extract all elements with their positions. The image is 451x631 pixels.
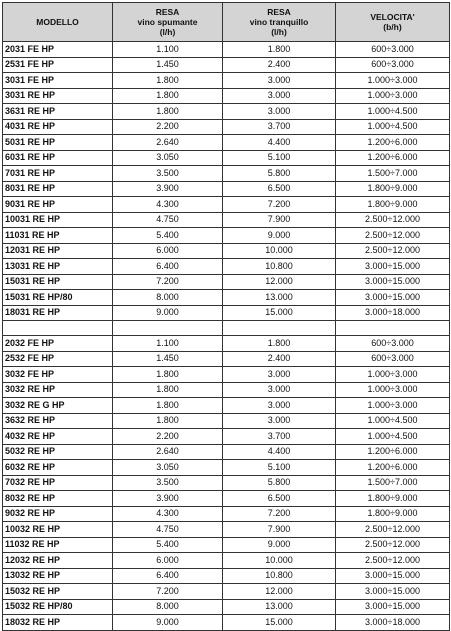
table-row [3,367,450,383]
resa-spumante-cell: 4.750 [113,522,223,538]
resa-tranquillo-cell: 5.100 [223,460,336,476]
resa-spumante-cell: 2.640 [113,135,223,151]
resa-tranquillo-cell: 7.900 [223,522,336,538]
model-cell: 15031 RE HP [3,274,113,290]
resa-spumante-cell: 1.800 [113,73,223,89]
resa-tranquillo-cell: 10.000 [223,553,336,569]
model-cell: 8031 RE HP [3,181,113,197]
resa-spumante-cell: 6.400 [113,259,223,275]
velocita-cell: 1.800÷9.000 [336,181,450,197]
velocita-cell: 1.800÷9.000 [336,491,450,507]
header-resa-spumante [113,3,223,42]
velocita-cell: 1.000÷3.000 [336,398,450,414]
header-velocita-unit: (b/h) [383,22,402,32]
resa-tranquillo-cell: 10.800 [223,259,336,275]
resa-tranquillo-cell: 3.000 [223,88,336,104]
resa-spumante-cell: 3.500 [113,475,223,491]
model-cell: 6032 RE HP [3,460,113,476]
header-row [3,3,450,42]
model-cell: 15031 RE HP/80 [3,290,113,306]
model-cell: 7031 RE HP [3,166,113,182]
resa-spumante-cell: 6.000 [113,243,223,259]
resa-spumante-cell: 3.050 [113,150,223,166]
model-cell: 2031 FE HP [3,42,113,58]
velocita-cell: 1.200÷6.000 [336,135,450,151]
table-row [3,290,450,306]
table-row [3,57,450,73]
velocita-cell: 600÷3.000 [336,57,450,73]
table-row [3,135,450,151]
resa-tranquillo-cell: 1.800 [223,42,336,58]
resa-tranquillo-cell: 9.000 [223,228,336,244]
velocita-cell: 2.500÷12.000 [336,537,450,553]
velocita-cell: 2.500÷12.000 [336,228,450,244]
model-cell: 3032 RE HP [3,382,113,398]
velocita-cell: 3.000÷15.000 [336,599,450,615]
resa-tranquillo-cell: 10.000 [223,243,336,259]
resa-tranquillo-cell: 5.800 [223,166,336,182]
model-cell: 2532 FE HP [3,351,113,367]
table-row [3,584,450,600]
velocita-cell: 1.800÷9.000 [336,506,450,522]
model-cell: 15032 RE HP [3,584,113,600]
table-row [3,475,450,491]
table-row [3,398,450,414]
model-cell: 3032 FE HP [3,367,113,383]
table-row [3,104,450,120]
header-model-label: MODELLO [36,17,79,27]
table-row [3,73,450,89]
header-resa-tranquillo-unit: (l/h) [271,27,287,37]
table-row [3,181,450,197]
header-resa-spumante-line2: vino spumante [137,17,198,27]
resa-spumante-cell: 1.800 [113,367,223,383]
model-cell: 4031 RE HP [3,119,113,135]
resa-tranquillo-cell: 3.700 [223,119,336,135]
table-row [3,537,450,553]
resa-spumante-cell: 7.200 [113,584,223,600]
velocita-cell: 2.500÷12.000 [336,553,450,569]
resa-tranquillo-cell: 13.000 [223,599,336,615]
table-row [3,491,450,507]
header-resa-spumante-unit: (l/h) [159,27,176,37]
separator-cell [3,321,113,336]
table-row [3,599,450,615]
velocita-cell: 2.500÷12.000 [336,522,450,538]
model-cell: 6031 RE HP [3,150,113,166]
separator-cell [113,321,223,336]
resa-spumante-cell: 3.500 [113,166,223,182]
resa-spumante-cell: 4.750 [113,212,223,228]
group-separator-row [3,321,450,336]
table-row [3,212,450,228]
model-cell: 10031 RE HP [3,212,113,228]
velocita-cell: 1.000÷3.000 [336,73,450,89]
velocita-cell: 1.500÷7.000 [336,166,450,182]
header-velocita [336,3,450,42]
resa-tranquillo-cell: 6.500 [223,181,336,197]
table-body [3,42,450,631]
separator-cell [336,321,450,336]
model-cell: 13032 RE HP [3,568,113,584]
table-row [3,42,450,58]
resa-tranquillo-cell: 13.000 [223,290,336,306]
velocita-cell: 1.000÷3.000 [336,367,450,383]
resa-tranquillo-cell: 1.800 [223,336,336,352]
resa-tranquillo-cell: 9.000 [223,537,336,553]
table-row [3,413,450,429]
model-cell: 3031 FE HP [3,73,113,89]
resa-tranquillo-cell: 6.500 [223,491,336,507]
velocita-cell: 3.000÷18.000 [336,305,450,321]
velocita-cell: 600÷3.000 [336,351,450,367]
velocita-cell: 1.500÷7.000 [336,475,450,491]
model-cell: 9032 RE HP [3,506,113,522]
table-row [3,197,450,213]
resa-tranquillo-cell: 7.200 [223,506,336,522]
model-cell: 9031 RE HP [3,197,113,213]
model-cell: 3631 RE HP [3,104,113,120]
resa-spumante-cell: 1.800 [113,104,223,120]
resa-spumante-cell: 1.450 [113,351,223,367]
velocita-cell: 3.000÷15.000 [336,584,450,600]
table-row [3,382,450,398]
resa-tranquillo-cell: 15.000 [223,615,336,631]
header-model [3,3,113,42]
resa-tranquillo-cell: 5.800 [223,475,336,491]
table-row [3,166,450,182]
resa-tranquillo-cell: 12.000 [223,274,336,290]
resa-spumante-cell: 5.400 [113,537,223,553]
velocita-cell: 3.000÷15.000 [336,568,450,584]
resa-tranquillo-cell: 3.000 [223,398,336,414]
velocita-cell: 1.800÷9.000 [336,197,450,213]
velocita-cell: 2.500÷12.000 [336,243,450,259]
resa-tranquillo-cell: 10.800 [223,568,336,584]
model-cell: 10032 RE HP [3,522,113,538]
table-row [3,150,450,166]
header-velocita-line1: VELOCITA' [370,12,415,22]
model-cell: 18031 RE HP [3,305,113,321]
velocita-cell: 1.000÷4.500 [336,119,450,135]
resa-tranquillo-cell: 2.400 [223,351,336,367]
resa-spumante-cell: 1.800 [113,413,223,429]
table-row [3,274,450,290]
model-cell: 7032 RE HP [3,475,113,491]
resa-spumante-cell: 7.200 [113,274,223,290]
table-row [3,119,450,135]
resa-spumante-cell: 4.300 [113,506,223,522]
resa-tranquillo-cell: 7.900 [223,212,336,228]
velocita-cell: 600÷3.000 [336,42,450,58]
table-row [3,351,450,367]
resa-tranquillo-cell: 15.000 [223,305,336,321]
model-cell: 5031 RE HP [3,135,113,151]
velocita-cell: 3.000÷15.000 [336,290,450,306]
velocita-cell: 600÷3.000 [336,336,450,352]
resa-spumante-cell: 6.400 [113,568,223,584]
velocita-cell: 2.500÷12.000 [336,212,450,228]
velocita-cell: 1.000÷3.000 [336,382,450,398]
header-resa-spumante-line1: RESA [155,7,180,17]
resa-tranquillo-cell: 3.000 [223,104,336,120]
resa-spumante-cell: 4.300 [113,197,223,213]
resa-spumante-cell: 1.800 [113,382,223,398]
model-cell: 11032 RE HP [3,537,113,553]
table-row [3,243,450,259]
table-row [3,305,450,321]
velocita-cell: 1.200÷6.000 [336,150,450,166]
resa-spumante-cell: 1.100 [113,42,223,58]
resa-tranquillo-cell: 3.000 [223,73,336,89]
model-cell: 5032 RE HP [3,444,113,460]
header-resa-tranquillo-line1: RESA [267,7,291,17]
velocita-cell: 1.200÷6.000 [336,460,450,476]
model-cell: 15032 RE HP/80 [3,599,113,615]
resa-tranquillo-cell: 3.000 [223,413,336,429]
resa-tranquillo-cell: 7.200 [223,197,336,213]
resa-tranquillo-cell: 3.000 [223,382,336,398]
model-cell: 2531 FE HP [3,57,113,73]
table-row [3,259,450,275]
table-row [3,615,450,631]
table-row [3,522,450,538]
resa-tranquillo-cell: 5.100 [223,150,336,166]
model-cell: 3031 RE HP [3,88,113,104]
model-cell: 12032 RE HP [3,553,113,569]
resa-tranquillo-cell: 4.400 [223,135,336,151]
resa-spumante-cell: 5.400 [113,228,223,244]
model-cell: 8032 RE HP [3,491,113,507]
resa-tranquillo-cell: 3.700 [223,429,336,445]
model-cell: 11031 RE HP [3,228,113,244]
table-row [3,336,450,352]
header-resa-tranquillo-line2: vino tranquillo [249,17,309,27]
velocita-cell: 1.000÷3.000 [336,88,450,104]
separator-cell [223,321,336,336]
model-spec-table [2,2,450,631]
resa-spumante-cell: 9.000 [113,305,223,321]
resa-tranquillo-cell: 2.400 [223,57,336,73]
velocita-cell: 1.000÷4.500 [336,429,450,445]
model-cell: 4032 RE HP [3,429,113,445]
model-cell: 3032 RE G HP [3,398,113,414]
resa-spumante-cell: 3.900 [113,181,223,197]
resa-spumante-cell: 3.050 [113,460,223,476]
resa-spumante-cell: 2.200 [113,119,223,135]
resa-spumante-cell: 1.450 [113,57,223,73]
velocita-cell: 3.000÷18.000 [336,615,450,631]
model-cell: 18032 RE HP [3,615,113,631]
velocita-cell: 1.000÷4.500 [336,413,450,429]
table-row [3,506,450,522]
header-resa-tranquillo [223,3,336,42]
table-row [3,429,450,445]
resa-spumante-cell: 8.000 [113,599,223,615]
resa-tranquillo-cell: 4.400 [223,444,336,460]
resa-spumante-cell: 1.800 [113,398,223,414]
velocita-cell: 3.000÷15.000 [336,274,450,290]
resa-spumante-cell: 2.200 [113,429,223,445]
resa-spumante-cell: 6.000 [113,553,223,569]
model-cell: 12031 RE HP [3,243,113,259]
table-row [3,88,450,104]
velocita-cell: 1.000÷4.500 [336,104,450,120]
resa-tranquillo-cell: 12.000 [223,584,336,600]
spec-sheet [2,2,450,631]
resa-tranquillo-cell: 3.000 [223,367,336,383]
resa-spumante-cell: 9.000 [113,615,223,631]
velocita-cell: 3.000÷15.000 [336,259,450,275]
model-cell: 13031 RE HP [3,259,113,275]
resa-spumante-cell: 1.800 [113,88,223,104]
table-row [3,444,450,460]
resa-spumante-cell: 2.640 [113,444,223,460]
table-row [3,228,450,244]
table-row [3,460,450,476]
resa-spumante-cell: 3.900 [113,491,223,507]
model-cell: 3632 RE HP [3,413,113,429]
model-cell: 2032 FE HP [3,336,113,352]
resa-spumante-cell: 1.100 [113,336,223,352]
resa-spumante-cell: 8.000 [113,290,223,306]
table-row [3,553,450,569]
velocita-cell: 1.200÷6.000 [336,444,450,460]
